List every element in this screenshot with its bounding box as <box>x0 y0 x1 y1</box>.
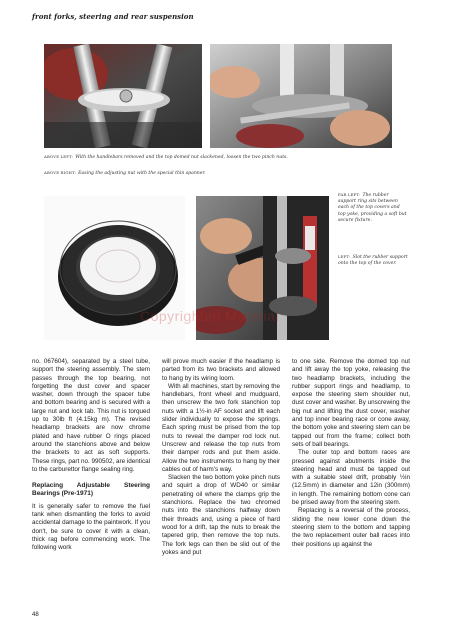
photo-adjusting-nut-spanner-image <box>210 44 392 148</box>
caption-above-left-text: With the handlebars removed and the top domed nut slackened, loosen the two pinch nuts. <box>75 155 288 160</box>
column-2-paragraph-1: will prove much easier if the headlamp is parted from its two brackets and allowed to hang by its wiring loom. <box>162 358 280 382</box>
photo-adjusting-nut-spanner <box>210 44 392 148</box>
column-3-paragraph-3: Replacing is a reversal of the process, sliding the new lower cone down the steering stem to the bottom and tapping the two replacement outer ball races into their positions up against the <box>292 507 410 548</box>
column-2-paragraph-3: Slacken the two bottom yoke pinch nuts and squirt a drop of WD40 or similar penetrating oil where the clamps grip the stanchions. Replace the two chromed nuts into the stanchions halfway down their threads and, using a piece of hard wood for a drift, tap the nuts to break the tapered grip, then remove the top nuts. The fork legs can then be slid out of the yokes and put <box>162 474 280 556</box>
column-1-paragraph-2: It is generally safer to remove the fuel tank when dismantling the forks to avoid accidental damage to the paintwork. If you don't, be sure to cover it with a clean, thick rag before commencing work. The following work <box>32 502 150 552</box>
caption-above-right <box>44 170 404 177</box>
column-1-paragraph-1: no. 067604), separated by a steel tube, support the steering assembly. The stem passes through the top bearing, not forgetting the dust cover and spacer washer, down through the spacer tube and bottom bearing and is secured with a large nut and lock tab. This nut is torqued up to 30lb ft (4.15kg m). The revised headlamp brackets are now chrome plated and have rubber O rings placed around the stanchions above and below the brackets to act as soft supports. These rings, part no. 990502, are identical to the carburettor flange sealing ring. <box>32 358 150 473</box>
photo-handlebar-pinch-nuts-image <box>44 44 202 148</box>
photo-handlebar-pinch-nuts <box>44 44 202 148</box>
caption-far-left-lead: FAR LEFT: <box>338 192 361 197</box>
caption-above-left <box>44 154 404 161</box>
text-column-1 <box>32 358 150 553</box>
caption-left-lead: LEFT: <box>338 254 351 259</box>
caption-left <box>338 254 408 267</box>
column-2-paragraph-2: With all machines, start by removing the handlebars, front wheel and mudguard, then unscrew the two fork stanchion top nuts with a 1½-in AF socket and lift each slider individually to expose the springs. Each spring must be prised from the top nuts to reveal the damper rod lock nut. Unscrew and release the top nuts from their damper rods and put them aside. Allow the two instruments to hang by their cables out of harm's way. <box>162 382 280 473</box>
caption-above-right-lead: ABOVE RIGHT: <box>44 170 77 175</box>
running-title: front forks, steering and rear suspension <box>32 12 194 21</box>
column-3-paragraph-1: to one side. Remove the domed top nut and lift away the top yoke, releasing the two headlamp brackets, including the rubber support rings and headlamp, to expose the steering stem shoulder nut, dust cover and washer. By unscrewing the big nut and lifting the dust cover, washer and top inner bearing race or cone away, the bottom yoke and steering stem can be tapped out from the frame; collect both sets of ball bearings. <box>292 358 410 448</box>
caption-far-left-text: The rubber support ring sits between each of the top covers and top yoke, providing a soft but secure fixture. <box>338 193 407 223</box>
page-number: 48 <box>32 612 39 618</box>
copyright-watermark: Copyrighted Material <box>140 308 280 324</box>
caption-left-text: Slot the rubber support onto the top of the cover. <box>338 255 408 267</box>
text-column-3 <box>292 358 410 549</box>
column-3-paragraph-2: The outer top and bottom races are pressed against abutments inside the steering head and must be tapped out with a suitable steel drift, probably ½in (12.5mm) in diameter and 12in (300mm) in length. The remaining bottom cone can be prised away from the steering stem. <box>292 449 410 507</box>
section-heading-adjustable-bearings: Replacing Adjustable Steering Bearings (Pre-1971) <box>32 482 150 498</box>
caption-above-right-text: Easing the adjusting nut with the special thin spanner. <box>78 171 206 176</box>
caption-above-left-lead: ABOVE LEFT: <box>44 154 74 159</box>
text-column-2 <box>162 358 280 557</box>
caption-far-left <box>338 192 408 224</box>
